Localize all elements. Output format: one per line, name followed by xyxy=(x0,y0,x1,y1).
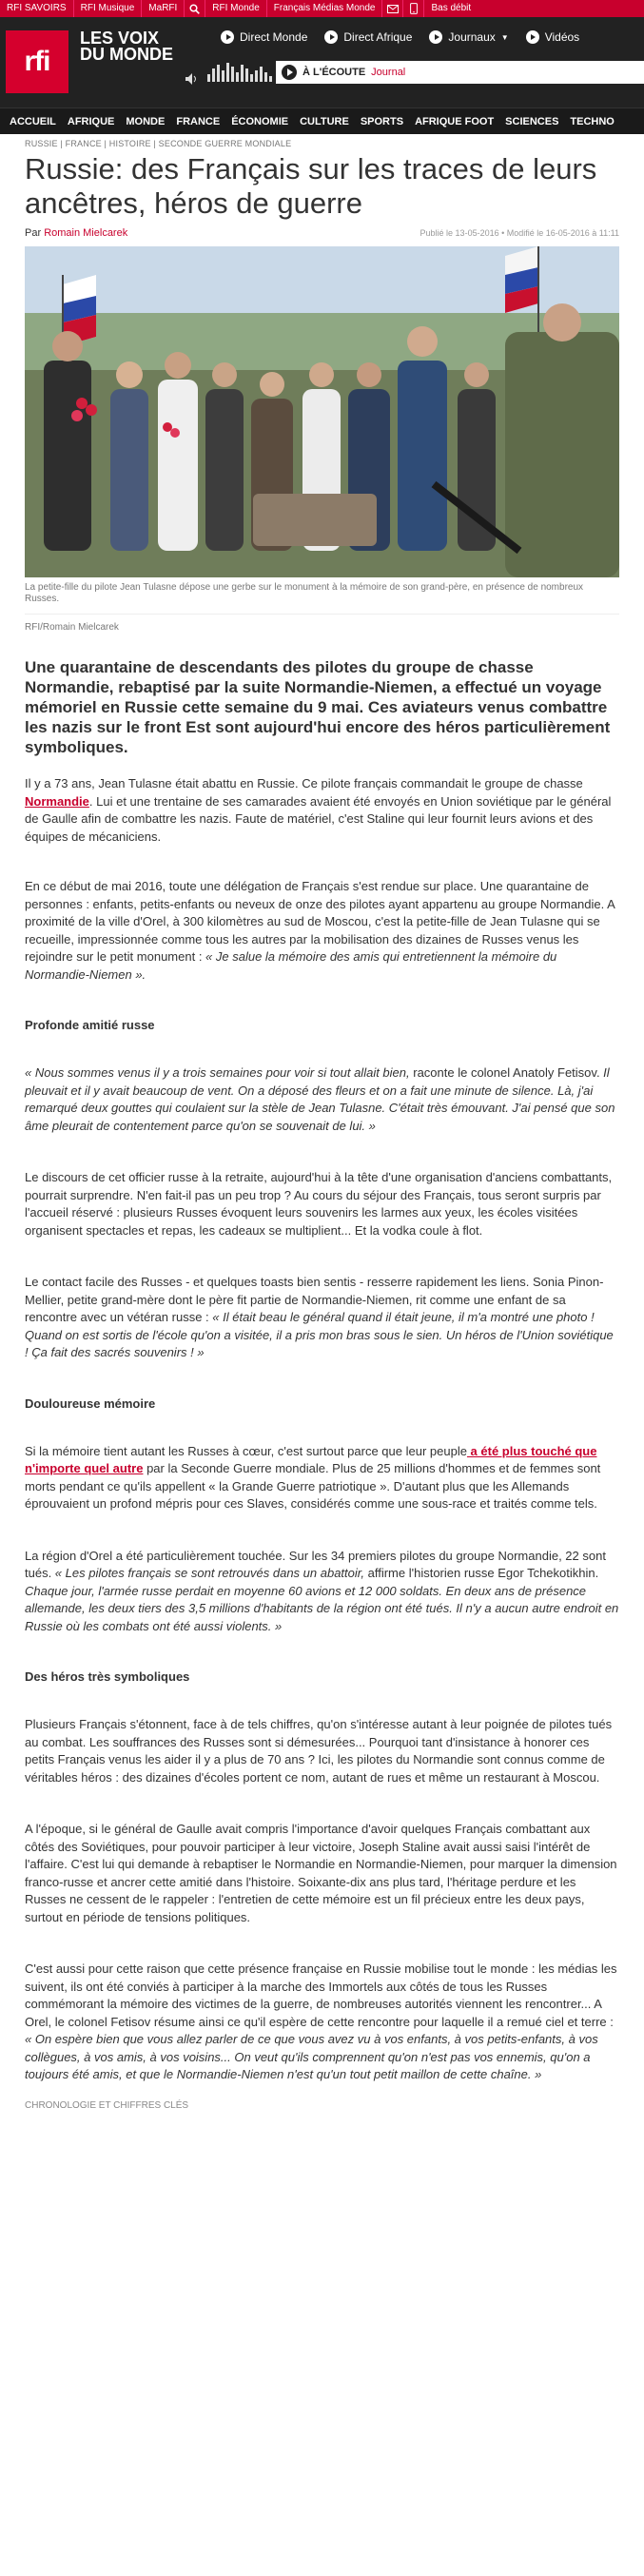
paragraph-7-text-a: La région d'Orel a été particulièrement touchée. Sur les 34 premiers pilotes du groupe Normandie, 22 sont tués. xyxy=(25,1548,606,1580)
breadcrumb[interactable]: RUSSIE | FRANCE | HISTOIRE | SECONDE GUERRE MONDIALE xyxy=(25,139,292,148)
play-icon xyxy=(221,30,234,44)
tagline xyxy=(80,30,173,63)
direct-monde-link[interactable] xyxy=(221,30,307,44)
paragraph-10-text: C'est aussi pour cette raison que cette présence française en Russie mobilise tout le monde : les médias les suivent, ils ont été conviés à participer à la marche des Immortels aux côtés de tous les Russes commémorant la mémoire des victimes de la guerre, de nombreuses autorités viennent les rencontrer... A Orel, le colonel Fetisov résume ainsi ce qu'il espère de cette rencontre pour laquelle il a remué ciel et terre : xyxy=(25,1961,617,2029)
top-utility-bar xyxy=(0,0,644,17)
ceremony-photo-illustration xyxy=(25,246,619,577)
nav-item-afrique-foot[interactable]: AFRIQUE FOOT xyxy=(415,115,495,127)
paragraph-1-text-b: . Lui et une trentaine de ses camarades avaient été envoyés en Union soviétique par le général de Gaulle afin de combattre les nazis. Faute de matériel, c'est Staline qui leur fournit leurs avions et des équipes de mécaniciens. xyxy=(25,793,612,844)
nav-item-sports[interactable]: SPORTS xyxy=(360,115,404,127)
paragraph-2-quote: « Je salue la mémoire des amis qui entretiennent la mémoire du Normandie-Niemen ». xyxy=(25,949,557,982)
audio-level-icon xyxy=(207,63,272,82)
speaker-icon[interactable] xyxy=(185,72,199,89)
paragraph-7-text-b: affirme l'historien russe Egor Tchekotikhin. xyxy=(364,1566,599,1580)
play-button[interactable] xyxy=(282,65,297,80)
paragraph-3-quote-a: « Nous sommes venus il y a trois semaines pour voir si tout allait bien, xyxy=(25,1065,410,1080)
paragraph-5-text: Le contact facile des Russes - et quelques toasts bien sentis - resserre rapidement les liens. Sonia Pinon-Mellier, petite grand-mère dont le père fit partie de Normandie-Niemen, rit comme une enfant de sa rencontre avec un vétéran russe : xyxy=(25,1275,604,1324)
publish-dates: Publié le 13-05-2016 • Modifié le 16-05-2016 à 11:11 xyxy=(420,228,619,238)
paragraph-6-text-a: Si la mémoire tient autant les Russes à cœur, c'est surtout parce que leur peuple xyxy=(25,1443,467,1458)
paragraph-1-text-a: Il y a 73 ans, Jean Tulasne était abattu en Russie. Ce pilote français commandait le groupe de chasse xyxy=(25,776,583,790)
topbar-link-marfi[interactable]: MaRFI xyxy=(142,0,185,17)
subheading-memoire: Douloureuse mémoire xyxy=(25,1395,156,1411)
videos-link[interactable] xyxy=(526,30,579,44)
normandie-link[interactable]: Normandie xyxy=(25,793,89,809)
topbar-link-rfi-musique[interactable]: RFI Musique xyxy=(74,0,143,17)
paragraph-3-text: raconte le colonel Anatoly Fetisov. xyxy=(409,1065,604,1080)
related-kicker[interactable]: CHRONOLOGIE ET CHIFFRES CLÉS xyxy=(25,2099,189,2111)
journaux-link[interactable] xyxy=(429,30,508,44)
player-label: À L'ÉCOUTE xyxy=(302,67,366,78)
paragraph-7 xyxy=(25,1548,619,1636)
subheading-heros: Des héros très symboliques xyxy=(25,1669,190,1684)
main-nav xyxy=(0,107,644,134)
paragraph-6-text-b: par la Seconde Guerre mondiale. Plus de 25 millions d'hommes et de femmes sont morts pendant ce qu'ils appellent « la Grande Guerre patriotique ». D'autant plus que les Allemands éprouvaient un profond mépris pour ces Slaves, considérés comme une sous-race et traités comme tels. xyxy=(25,1461,601,1511)
nav-item-france[interactable]: FRANCE xyxy=(176,115,221,127)
article-photo xyxy=(25,246,619,577)
nav-item-accueil[interactable]: ACCUEIL xyxy=(10,115,56,127)
nav-item-afrique[interactable]: AFRIQUE xyxy=(67,115,115,127)
topbar-link-rfi-savoirs[interactable]: RFI SAVOIRS xyxy=(0,0,74,17)
paragraph-3 xyxy=(25,1064,619,1135)
author-link[interactable]: Romain Mielcarek xyxy=(44,227,128,239)
paragraph-5-quote: « Il était beau le général quand il était jeune, il m'a montré une photo ! Quand on est sortis de l'école qu'on a visitée, il a pris mon bras sous le sien. Un héros de l'Union soviétique ! Ça fait des sacrés souvenirs ! » xyxy=(25,1310,614,1359)
photo-credit: RFI/Romain Mielcarek xyxy=(25,614,619,633)
play-icon xyxy=(429,30,442,44)
paragraph-2-text: En ce début de mai 2016, toute une délégation de Français s'est rendue sur place. Une quarantaine de personnes : enfants, petits-enfants ou neveux de onze des pilotes ayant appartenu au groupe Normandie. A proximité de la ville d'Orel, à 300 kilomètres au sud de Moscou, c'est la petite-fille de Jean Tulasne qui se recueille, impressionnée comme tous les autres par la mobilisation des dizaines de Russes venus les rejoindre sur le petit monument : xyxy=(25,879,615,964)
direct-afrique-label: Direct Afrique xyxy=(343,30,413,44)
play-icon xyxy=(526,30,539,44)
article-lead: Une quarantaine de descendants des pilotes du groupe de chasse Normandie, rebaptisé par la suite Normandie-Niemen, a effectué un voyage mémoriel en Russie cette semaine du 9 mai. Ces aviateurs venus combattre les nazis sur le front Est sont aujourd'hui encore des héros particulièrement symboliques. xyxy=(25,658,611,756)
videos-label: Vidéos xyxy=(544,30,580,44)
paragraph-1 xyxy=(25,775,619,846)
nav-item-monde[interactable]: MONDE xyxy=(126,115,166,127)
topbar-link-france-medias-monde[interactable]: Français Médias Monde xyxy=(267,0,383,17)
topbar-link-bas-debit[interactable]: Bas débit xyxy=(431,3,472,13)
direct-monde-label: Direct Monde xyxy=(240,30,308,44)
byline xyxy=(25,227,127,239)
rfi-logo[interactable] xyxy=(6,30,68,93)
plus-touche-link[interactable]: a été plus touché que n'importe quel autre xyxy=(25,1443,597,1475)
nav-item-techno[interactable]: TECHNO xyxy=(570,115,615,127)
player-program[interactable]: Journal xyxy=(371,67,406,78)
paragraph-6 xyxy=(25,1443,619,1513)
search-icon[interactable] xyxy=(185,0,205,17)
chevron-down-icon: ▼ xyxy=(500,32,509,42)
subheading-amitie: Profonde amitié russe xyxy=(25,1018,155,1032)
paragraph-2 xyxy=(25,878,619,984)
paragraph-10 xyxy=(25,1961,619,2084)
mail-icon[interactable] xyxy=(382,0,403,17)
play-icon xyxy=(324,30,338,44)
tagline-line-2: DU MONDE xyxy=(80,45,173,64)
header-nav xyxy=(221,30,579,44)
byline-prefix: Par xyxy=(25,227,42,239)
nav-item-economie[interactable]: ÉCONOMIE xyxy=(231,115,289,127)
paragraph-7-quote-a: « Les pilotes français se sont retrouvés dans un abattoir, xyxy=(54,1566,364,1580)
nav-item-sciences[interactable]: SCIENCES xyxy=(505,115,559,127)
topbar-link-rfi-monde[interactable]: RFI Monde xyxy=(205,0,266,17)
paragraph-7-quote-b: Chaque jour, l'armée russe perdait en moyenne 60 avions et 12 000 soldats. En deux ans de présence allemande, les deux tiers des 3,5 millions d'habitants de la région ont été tués. Il n'y a aucun autre endroit en Russie où les combats ont été aussi violents. » xyxy=(25,1583,619,1633)
paragraph-10-quote: « On espère bien que vous allez parler de ce que vous avez vu à vos enfants, à vos petits-enfants, à vos collègues, à vos amis, à vos voisins... On veut qu'ils comprennent qu'on n'est pas vos ennemis, qu'on a toujours été amis, et que le Normandie-Niemen n'est qu'un tout petit maillon de cette chaîne. » xyxy=(25,2032,598,2081)
direct-afrique-link[interactable] xyxy=(324,30,412,44)
paragraph-9: A l'époque, si le général de Gaulle avait compris l'importance d'avoir quelques Français combattant aux côtés des Soviétiques, pour pouvoir participer à leur victoire, Joseph Staline avait aussi saisi l'intérêt de l'affaire. C'est lui qui demande à rebaptiser le Normandie en Normandie-Niemen, pour marquer la dimension franco-russe et ancrer cette amitié dans l'histoire. Soixante-dix ans plus tard, l'héritage perdure et les Russes ne cessent de le rappeler : l'entretien de cette mémoire est un fil précieux entre les deux pays, surtout en période de tensions politiques. xyxy=(25,1822,617,1924)
paragraph-3-quote-b: Il pleuvait et il y avait beaucoup de vent. On a déposé des fleurs et on a fait une minute de silence. Là, j'ai remarqué deux gouttes qui coulaient sur la stèle de Jean Tulasne. C'était très émouvant. J'ai pensé que son âme pleurait de contentement parce qu'on se souvenait de lui. » xyxy=(25,1065,615,1133)
site-header xyxy=(0,17,644,107)
mobile-icon[interactable] xyxy=(403,0,424,17)
paragraph-4: Le discours de cet officier russe à la retraite, aujourd'hui à la tête d'une organisation d'anciens combattants, pourrait surprendre. N'en fait-il pas un peu trop ? Au cours du séjour des Français, tous seront surpris par l'accueil réservé : plusieurs Russes évoquent leurs souvenirs les larmes aux yeux, les écoles visitées organisent spectacles et repas, les cadeaux se multiplient... Et la vodka coule à flot. xyxy=(25,1170,613,1238)
nav-item-culture[interactable]: CULTURE xyxy=(300,115,349,127)
page-title: Russie: des Français sur les traces de leurs ancêtres, héros de guerre xyxy=(25,152,597,220)
journaux-label: Journaux xyxy=(448,30,496,44)
paragraph-8: Plusieurs Français s'étonnent, face à de tels chiffres, qu'on s'intéresse autant à leur poignée de pilotes tués au combat. Les souffrances des Russes sont si démesurées... Pourquoi tant d'insistance à honorer ces petits Français venus les aider il y a plus de 70 ans ? Ici, les pilotes du Normandie sont connus comme de véritables héros : des dizaines d'écoles portent ce nom, autant de rues et même un restaurant à Moscou. xyxy=(25,1717,613,1785)
article xyxy=(0,139,644,2111)
logo-text: rfi xyxy=(24,46,50,77)
paragraph-5 xyxy=(25,1274,619,1362)
tagline-line-1: LES VOIX xyxy=(80,29,160,48)
article-meta xyxy=(25,227,619,239)
audio-player[interactable] xyxy=(276,61,644,84)
photo-caption: La petite-fille du pilote Jean Tulasne dépose une gerbe sur le monument à la mémoire de son grand-père, en présence de nombreux Russes. xyxy=(25,582,584,604)
